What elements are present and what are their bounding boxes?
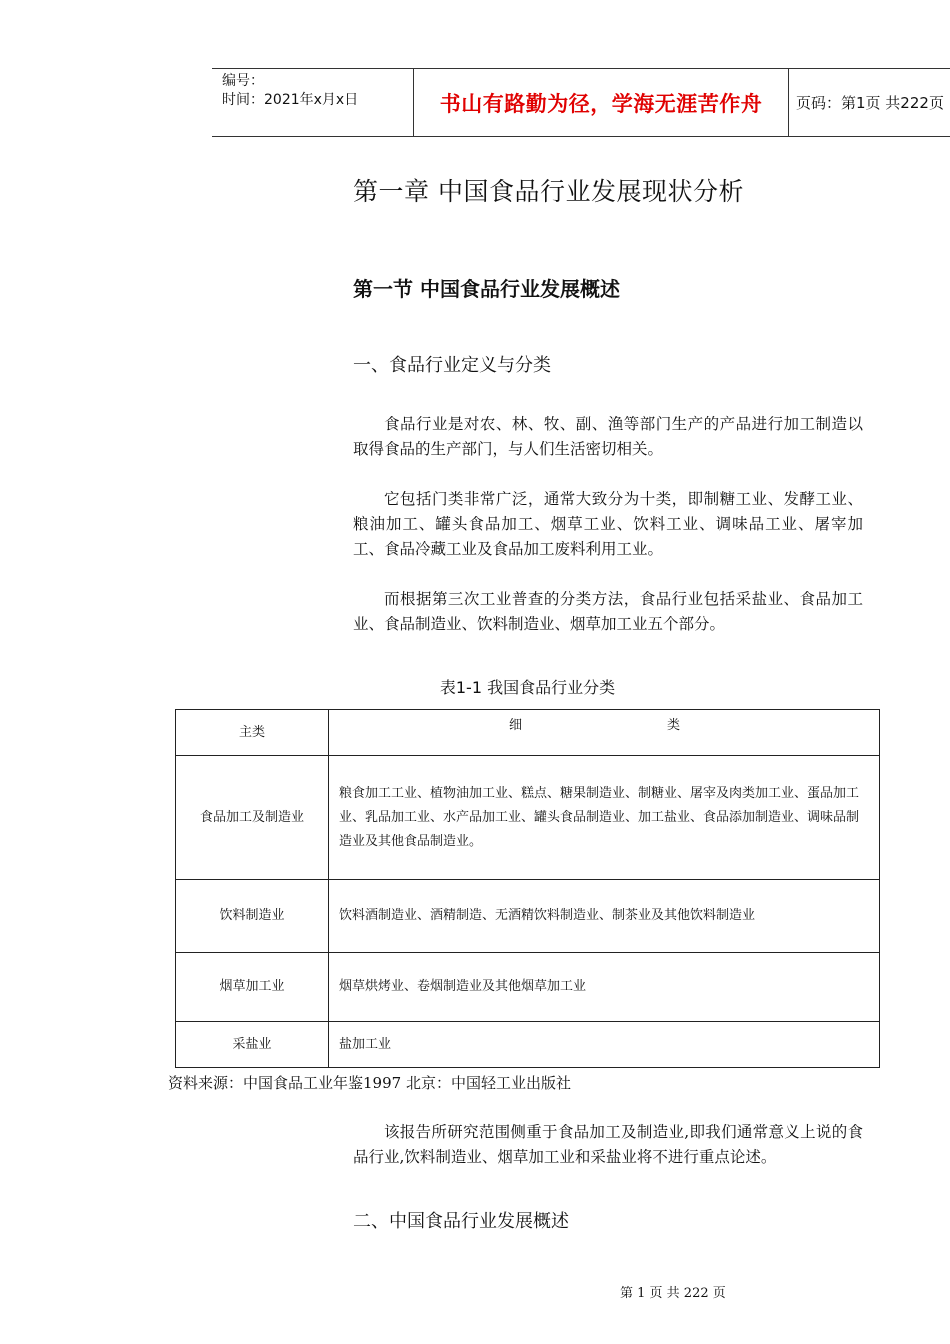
table-row xyxy=(176,880,880,953)
table-cell-main: 食品加工及制造业 xyxy=(176,756,329,880)
paragraph: 该报告所研究范围侧重于食品加工及制造业,即我们通常意义上说的食品行业,饮料制造业、烟草加工业和采盐业将不进行重点论述。 xyxy=(353,1123,863,1166)
table-header-detail-char: 类 xyxy=(667,718,681,733)
classification-table xyxy=(175,709,880,1068)
table-row xyxy=(176,1022,880,1068)
table-header-detail-char: 细 xyxy=(509,718,523,733)
header-motto: 书山有路勤为径，学海无涯苦作舟 xyxy=(439,90,763,116)
header-divider xyxy=(788,69,789,136)
paragraph: 它包括门类非常广泛，通常大致分为十类，即制糖工业、发酵工业、粮油加工、罐头食品加工、烟草工业、饮料工业、调味品工业、屠宰加工、食品冷藏工业及食品加工废料利用工业。 xyxy=(353,490,863,558)
paragraph: 食品行业是对农、林、牧、副、渔等部门生产的产品进行加工制造以取得食品的生产部门，与人们生活密切相关。 xyxy=(353,415,863,458)
subsection-title: 二、中国食品行业发展概述 xyxy=(353,1211,569,1232)
table-row xyxy=(176,756,880,880)
table-cell-main: 采盐业 xyxy=(176,1022,329,1068)
document-number-label: 编号： xyxy=(222,73,264,89)
table-cell-detail: 饮料酒制造业、酒精制造、无酒精饮料制造业、制茶业及其他饮料制造业 xyxy=(329,880,880,953)
page-footer: 第 1 页 共 222 页 xyxy=(620,1286,726,1301)
table-cell-detail: 粮食加工工业、植物油加工业、糕点、糖果制造业、制糖业、屠宰及肉类加工业、蛋品加工业、乳品加工业、水产品加工业、罐头食品制造业、加工盐业、食品添加制造业、调味品制造业及其他食品制造业。 xyxy=(329,756,880,880)
table-cell-detail: 烟草烘烤业、卷烟制造业及其他烟草加工业 xyxy=(329,953,880,1022)
paragraph: 而根据第三次工业普查的分类方法，食品行业包括采盐业、食品加工业、食品制造业、饮料制造业、烟草加工业五个部分。 xyxy=(353,590,863,633)
table-header-main: 主类 xyxy=(176,710,329,756)
table-row xyxy=(176,953,880,1022)
document-date-label: 时间：2021年x月x日 xyxy=(222,92,359,108)
table-header-row xyxy=(176,710,880,756)
document-header xyxy=(212,68,950,137)
header-page-info: 页码：第1页 共222页 xyxy=(796,94,944,112)
table-cell-main: 烟草加工业 xyxy=(176,953,329,1022)
subsection-title: 一、食品行业定义与分类 xyxy=(353,355,551,376)
chapter-title: 第一章 中国食品行业发展现状分析 xyxy=(353,177,744,206)
table-source-note: 资料来源：中国食品工业年鉴1997 北京：中国轻工业出版社 xyxy=(168,1074,571,1092)
table-header-detail xyxy=(329,710,880,756)
table-cell-detail: 盐加工业 xyxy=(329,1022,880,1068)
section-title: 第一节 中国食品行业发展概述 xyxy=(353,277,620,301)
table-cell-main: 饮料制造业 xyxy=(176,880,329,953)
table-caption: 表1-1 我国食品行业分类 xyxy=(439,678,616,697)
